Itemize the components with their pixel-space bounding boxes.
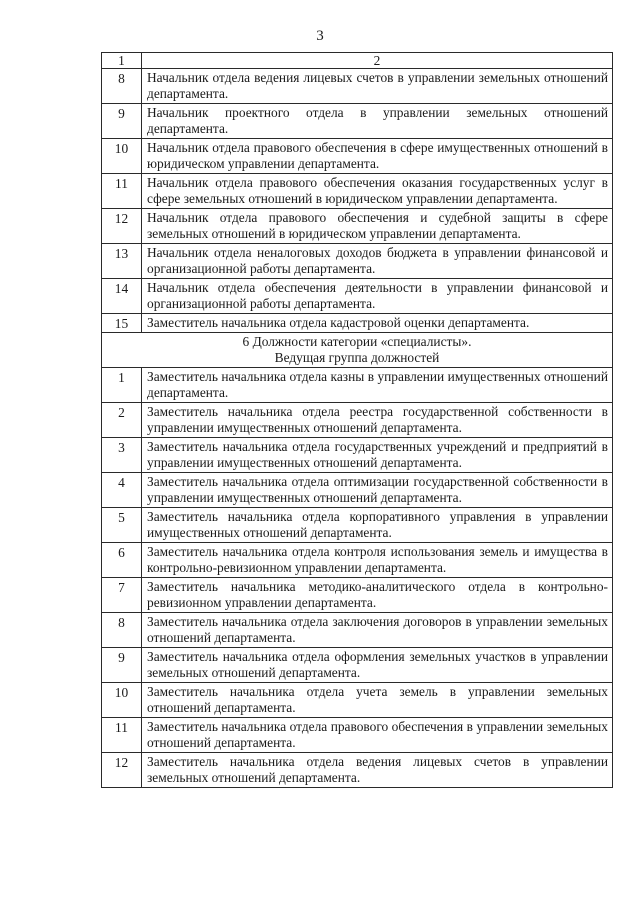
row-number: 9 bbox=[102, 648, 142, 683]
table-row bbox=[102, 578, 613, 613]
table-row bbox=[102, 613, 613, 648]
position-title: Заместитель начальника отдела оптимизации государственной собственности в управлении имущественных отношений департамента. bbox=[142, 473, 613, 508]
table-row bbox=[102, 368, 613, 403]
page-number: 3 bbox=[316, 28, 324, 44]
row-number: 7 bbox=[102, 578, 142, 613]
row-number: 2 bbox=[102, 403, 142, 438]
position-title: Начальник отдела ведения лицевых счетов в управлении земельных отношений департамента. bbox=[142, 69, 613, 104]
row-number: 12 bbox=[102, 753, 142, 788]
row-number: 8 bbox=[102, 69, 142, 104]
position-title: Заместитель начальника отдела кадастровой оценки департамента. bbox=[142, 314, 613, 333]
row-number: 8 bbox=[102, 613, 142, 648]
table-row bbox=[102, 753, 613, 788]
table-row bbox=[102, 279, 613, 314]
position-title: Начальник отдела неналоговых доходов бюджета в управлении финансовой и организационной работы департамента. bbox=[142, 244, 613, 279]
row-number: 14 bbox=[102, 279, 142, 314]
position-title: Начальник отдела правового обеспечения в сфере имущественных отношений в юридическом управлении департамента. bbox=[142, 139, 613, 174]
position-title: Заместитель начальника отдела учета земель в управлении земельных отношений департамента. bbox=[142, 683, 613, 718]
position-title: Заместитель начальника методико-аналитического отдела в контрольно-ревизионном управлении департамента. bbox=[142, 578, 613, 613]
row-number: 1 bbox=[102, 368, 142, 403]
table-row bbox=[102, 438, 613, 473]
position-title: Начальник отдела правового обеспечения и судебной защиты в сфере земельных отношений в юридическом управлении департамента. bbox=[142, 209, 613, 244]
position-title: Заместитель начальника отдела казны в управлении имущественных отношений департамента. bbox=[142, 368, 613, 403]
table-row bbox=[102, 473, 613, 508]
position-title: Заместитель начальника отдела реестра государственной собственности в управлении имущественных отношений департамента. bbox=[142, 403, 613, 438]
table-row bbox=[102, 244, 613, 279]
section-row bbox=[102, 333, 613, 368]
table-row bbox=[102, 683, 613, 718]
table-row bbox=[102, 174, 613, 209]
row-number: 4 bbox=[102, 473, 142, 508]
position-title: Начальник отдела правового обеспечения оказания государственных услуг в сфере земельных отношений в юридическом управлении департамента. bbox=[142, 174, 613, 209]
header-col-1: 1 bbox=[102, 53, 142, 69]
table-row bbox=[102, 543, 613, 578]
position-title: Заместитель начальника отдела оформления земельных участков в управлении земельных отношений департамента. bbox=[142, 648, 613, 683]
positions-table bbox=[101, 52, 613, 788]
row-number: 5 bbox=[102, 508, 142, 543]
group-title: Ведущая группа должностей bbox=[274, 350, 440, 365]
position-title: Заместитель начальника отдела контроля использования земель и имущества в контрольно-ревизионном управлении департамента. bbox=[142, 543, 613, 578]
table-row bbox=[102, 139, 613, 174]
table-row bbox=[102, 69, 613, 104]
position-title: Заместитель начальника отдела корпоративного управления в управлении имущественных отношений департамента. bbox=[142, 508, 613, 543]
table-row bbox=[102, 104, 613, 139]
table-row bbox=[102, 209, 613, 244]
row-number: 6 bbox=[102, 543, 142, 578]
row-number: 13 bbox=[102, 244, 142, 279]
row-number: 10 bbox=[102, 683, 142, 718]
row-number: 10 bbox=[102, 139, 142, 174]
table-row bbox=[102, 718, 613, 753]
row-number: 12 bbox=[102, 209, 142, 244]
section-cell bbox=[102, 333, 613, 368]
position-title: Начальник проектного отдела в управлении земельных отношений департамента. bbox=[142, 104, 613, 139]
header-col-2: 2 bbox=[142, 53, 613, 69]
row-number: 11 bbox=[102, 718, 142, 753]
row-number: 9 bbox=[102, 104, 142, 139]
position-title: Начальник отдела обеспечения деятельности в управлении финансовой и организационной работы департамента. bbox=[142, 279, 613, 314]
row-number: 11 bbox=[102, 174, 142, 209]
table-row bbox=[102, 314, 613, 333]
position-title: Заместитель начальника отдела ведения лицевых счетов в управлении земельных отношений департамента. bbox=[142, 753, 613, 788]
position-title: Заместитель начальника отдела заключения договоров в управлении земельных отношений департамента. bbox=[142, 613, 613, 648]
position-title: Заместитель начальника отдела государственных учреждений и предприятий в управлении имущественных отношений департамента. bbox=[142, 438, 613, 473]
table-row bbox=[102, 403, 613, 438]
row-number: 3 bbox=[102, 438, 142, 473]
table-header-row bbox=[102, 53, 613, 69]
row-number: 15 bbox=[102, 314, 142, 333]
table-row bbox=[102, 648, 613, 683]
section-title: 6 Должности категории «специалисты». bbox=[242, 334, 472, 349]
position-title: Заместитель начальника отдела правового обеспечения в управлении земельных отношений департамента. bbox=[142, 718, 613, 753]
table-row bbox=[102, 508, 613, 543]
